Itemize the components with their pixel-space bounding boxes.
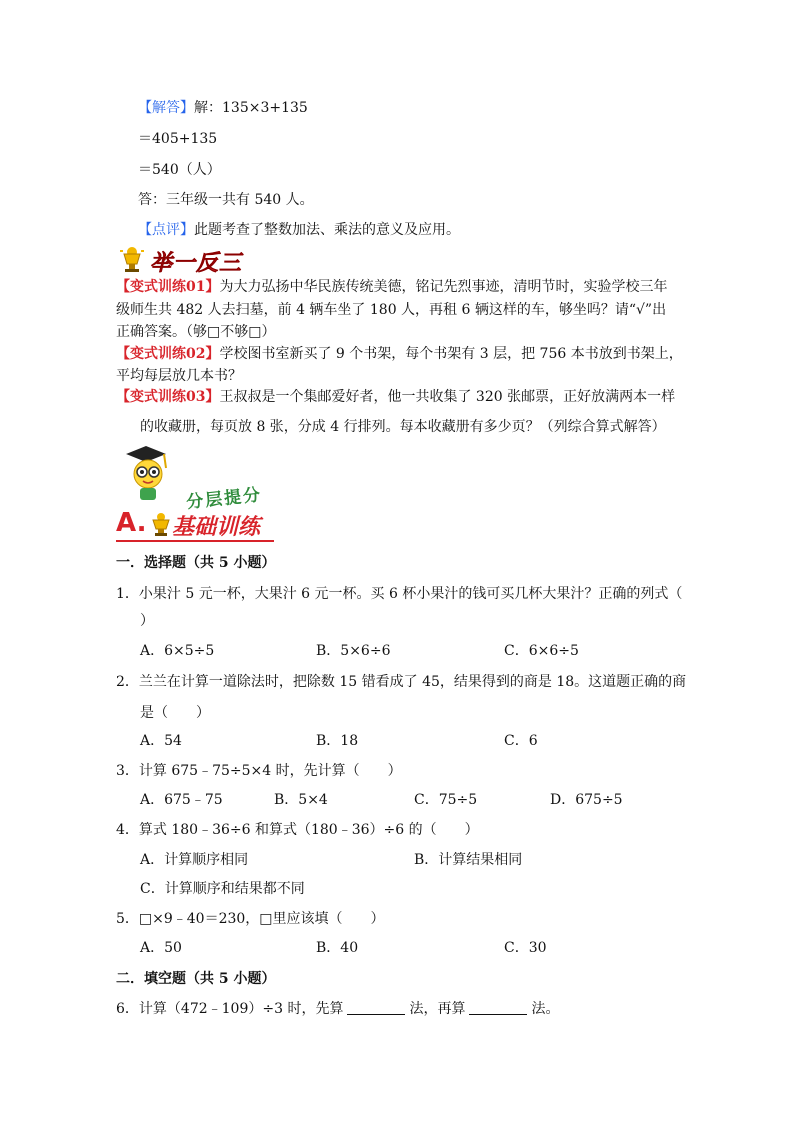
- drill-01-line-1: [116, 277, 667, 297]
- drill-01-line-2: 级师生共 482 人去扫墓，前 4 辆车坐了 180 人，再租 6 辆这样的车，够坐吗？请“√”出: [116, 302, 667, 318]
- comment-text: 此题考查了整数加法、乘法的意义及应用。: [194, 222, 460, 238]
- q5-option-a[interactable]: A．50: [140, 940, 182, 956]
- drill-03-text-1: 王叔叔是一个集邮爱好者，他一共收集了 320 张邮票，正好放满两本一样: [219, 389, 676, 405]
- drill-01-line-3: 正确答案。（够□不够□）: [116, 324, 276, 340]
- solution-expression: 135×3+135: [222, 100, 308, 116]
- comment-tag: 【点评】: [138, 222, 194, 238]
- question-4-stem: 4．算式 180﹣36÷6 和算式（180﹣36）÷6 的（ ）: [116, 822, 479, 838]
- q3-option-b[interactable]: B．5×4: [274, 792, 328, 808]
- q3-option-d[interactable]: D．675÷5: [550, 792, 623, 808]
- question-1-stem-cont: ）: [140, 613, 154, 629]
- part1-heading: 一．选择题（共 5 小题）: [116, 555, 276, 571]
- drill-01-tag: 【变式训练01】: [116, 279, 220, 295]
- q4-option-c[interactable]: C．计算顺序和结果都不同: [140, 881, 305, 897]
- q5-option-b[interactable]: B．40: [316, 940, 359, 956]
- banner-title: 举一反三: [150, 251, 243, 276]
- q5-option-c[interactable]: C．30: [504, 940, 547, 956]
- question-5-stem: 5．□×9﹣40＝230，□里应该填（ ）: [116, 911, 385, 927]
- solution-answer: 答：三年级一共有 540 人。: [138, 192, 314, 208]
- question-6: [116, 999, 559, 1019]
- drill-03-line-2: 的收藏册，每页放 8 张，分成 4 行排列。每本收藏册有多少页？（列综合算式解答）: [140, 419, 666, 435]
- question-2-stem-cont: 是（ ）: [140, 705, 210, 721]
- solution-step-1: ＝405+135: [138, 131, 218, 147]
- training-banner: [116, 506, 276, 542]
- q3-option-c[interactable]: C．75÷5: [414, 792, 478, 808]
- q2-option-c[interactable]: C．6: [504, 733, 538, 749]
- part2-heading: 二．填空题（共 5 小题）: [116, 971, 276, 987]
- q2-option-a[interactable]: A．54: [140, 733, 182, 749]
- q2-option-b[interactable]: B．18: [316, 733, 359, 749]
- drill-01-text-1: 为大力弘扬中华民族传统美德，铭记先烈事迹，清明节时，实验学校三年: [219, 279, 668, 295]
- solution-tag: 【解答】: [138, 100, 194, 116]
- q6-blank-2[interactable]: [469, 1000, 527, 1015]
- drill-02-tag: 【变式训练02】: [116, 346, 220, 362]
- q6-blank-1[interactable]: [347, 1000, 405, 1015]
- drill-02-line-1: [116, 344, 683, 364]
- q1-option-a[interactable]: A．6×5÷5: [140, 643, 215, 659]
- question-1-stem: 1．小果汁 5 元一杯，大果汁 6 元一杯。买 6 杯小果汁的钱可买几杯大果汁？正确的列式（: [116, 586, 683, 602]
- q4-option-a[interactable]: A．计算顺序相同: [140, 852, 249, 868]
- q6-text-b: 法，再算: [409, 1001, 466, 1017]
- q1-option-b[interactable]: B．5×6÷6: [316, 643, 391, 659]
- solution-step-2: ＝540（人）: [138, 162, 221, 178]
- mascot-scholar-icon: [118, 444, 188, 504]
- training-letter: A.: [116, 508, 147, 538]
- drill-02-text-1: 学校图书室新买了 9 个书架，每个书架有 3 层，把 756 本书放到书架上，: [219, 346, 683, 362]
- solution-line: [138, 98, 308, 118]
- arc-label: [180, 482, 276, 513]
- training-title: 基础训练: [172, 515, 261, 540]
- question-3-stem: 3．计算 675﹣75÷5×4 时，先计算（ ）: [116, 763, 402, 779]
- q6-text-a: 6．计算（472﹣109）÷3 时，先算: [116, 1001, 344, 1017]
- q4-option-b[interactable]: B．计算结果相同: [414, 852, 523, 868]
- question-2-stem: 2．兰兰在计算一道除法时，把除数 15 错看成了 45，结果得到的商是 18。这道题正确的商: [116, 674, 687, 690]
- training-trophy-icon: [150, 512, 172, 538]
- q6-text-c: 法。: [531, 1001, 560, 1017]
- drill-02-line-2: 平均每层放几本书？: [116, 368, 242, 384]
- arc-label-text: 分层提分: [185, 485, 264, 513]
- drill-03-line-1: [116, 387, 675, 407]
- q1-option-c[interactable]: C．6×6÷5: [504, 643, 579, 659]
- solution-lead: 解：: [194, 100, 222, 116]
- drill-03-tag: 【变式训练03】: [116, 389, 220, 405]
- q3-option-a[interactable]: A．675﹣75: [140, 792, 223, 808]
- training-underline: [116, 540, 274, 542]
- section-banner: [118, 244, 258, 276]
- comment-line: [138, 220, 460, 240]
